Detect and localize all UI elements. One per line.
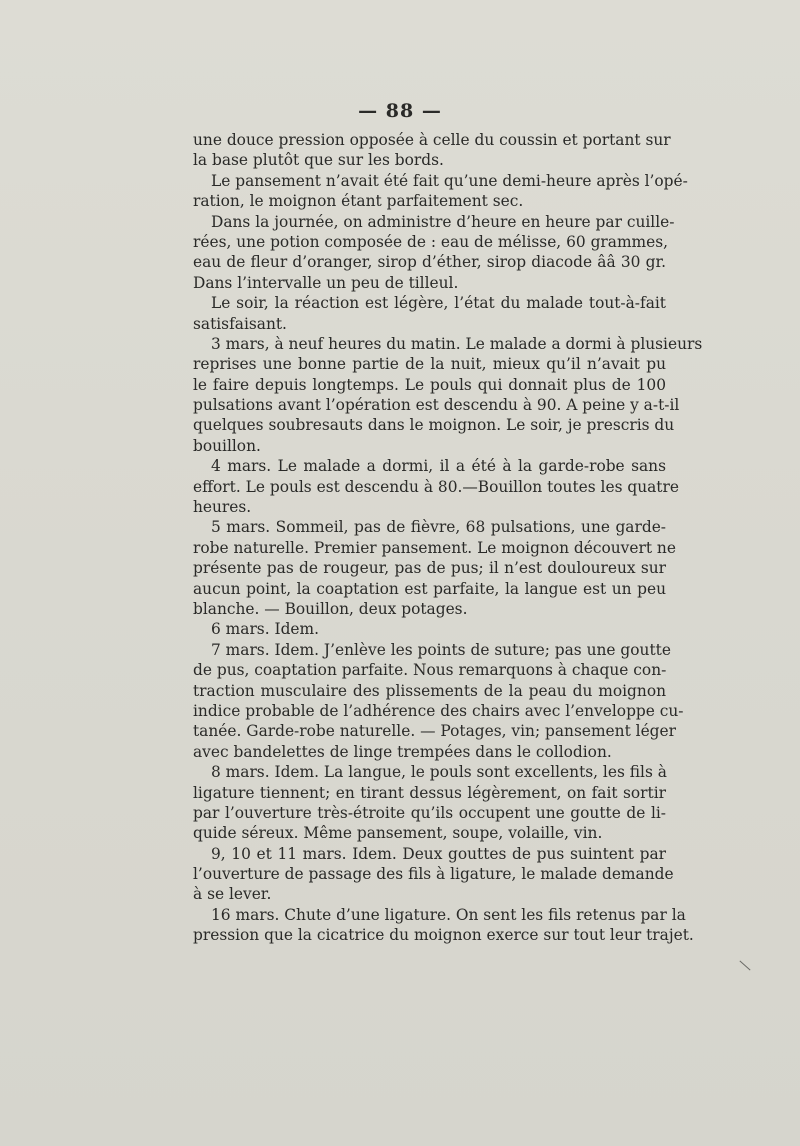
body-text — [193, 130, 703, 946]
text-line: avec bandelettes de linge trempées dans le collodion. — [193, 742, 612, 761]
text-line: bouillon. — [193, 436, 261, 455]
text-line: traction musculaire des plissements de la peau du moignon — [193, 681, 666, 700]
text-line: aucun point, la coaptation est parfaite, la langue est un peu — [193, 579, 666, 598]
text-line: ration, le moignon étant parfaitement sec. — [193, 192, 524, 211]
text-line: l’ouverture de passage des fils à ligature, le malade demande — [193, 865, 674, 884]
text-line: heures. — [193, 498, 252, 517]
text-line: 9, 10 et 11 mars. Idem. Deux gouttes de pus suintent par — [211, 844, 666, 863]
text-line: le faire depuis longtemps. Le pouls qui donnait plus de 100 — [193, 375, 666, 394]
text-line: satisfaisant. — [193, 314, 287, 333]
text-line: 6 mars. Idem. — [211, 620, 320, 639]
text-line: une douce pression opposée à celle du coussin et portant sur — [193, 131, 671, 149]
text-line: quelques soubresauts dans le moignon. Le soir, je prescris du — [193, 416, 675, 435]
text-line: effort. Le pouls est descendu à 80.—Bouillon toutes les quatre — [193, 477, 679, 496]
text-line: robe naturelle. Premier pansement. Le moignon découvert ne — [193, 538, 676, 557]
page-number: — 88 — — [358, 100, 442, 122]
text-line: 8 mars. Idem. La langue, le pouls sont excellents, les fils à — [211, 763, 667, 782]
text-line: indice probable de l’adhérence des chairs avec l’enveloppe cu- — [193, 701, 684, 720]
text-line: pression que la cicatrice du moignon exerce sur tout leur trajet. — [193, 926, 694, 945]
text-line: 5 mars. Sommeil, pas de fièvre, 68 pulsations, une garde- — [211, 518, 666, 537]
ink-mark — [739, 960, 750, 970]
text-line: Le pansement n’avait été fait qu’une demi-heure après l’opé- — [211, 171, 688, 190]
text-line: Le soir, la réaction est légère, l’état du malade tout-à-fait — [211, 294, 666, 313]
text-line: blanche. — Bouillon, deux potages. — [193, 599, 468, 618]
text-line: rées, une potion composée de : eau de mélisse, 60 grammes, — [193, 232, 669, 251]
text-line: Dans la journée, on administre d’heure en heure par cuille- — [211, 212, 675, 231]
text-line: ligature tiennent; en tirant dessus légèrement, on fait sortir — [193, 783, 666, 802]
text-line: tanée. Garde-robe naturelle. — Potages, vin; pansement léger — [193, 722, 677, 741]
text-line: la base plutôt que sur les bords. — [193, 151, 444, 170]
text-line: 3 mars, à neuf heures du matin. Le malade a dormi à plusieurs — [211, 334, 703, 353]
text-line: quide séreux. Même pansement, soupe, volaille, vin. — [193, 824, 603, 843]
text-line: par l’ouverture très-étroite qu’ils occupent une goutte de li- — [193, 803, 666, 822]
text-line: à se lever. — [193, 885, 272, 904]
text-line: eau de fleur d’oranger, sirop d’éther, sirop diacode ââ 30 gr. — [193, 253, 666, 272]
text-line: 7 mars. Idem. J’enlève les points de suture; pas une goutte — [211, 640, 671, 659]
text-line: reprises une bonne partie de la nuit, mieux qu’il n’avait pu — [193, 355, 666, 374]
text-line: Dans l’intervalle un peu de tilleul. — [193, 273, 459, 292]
text-line: pulsations avant l’opération est descendu à 90. A peine y a-t-il — [193, 396, 680, 415]
text-line: 16 mars. Chute d’une ligature. On sent les fils retenus par la — [211, 905, 686, 924]
text-line: présente pas de rougeur, pas de pus; il n’est douloureux sur — [193, 559, 666, 578]
text-line: de pus, coaptation parfaite. Nous remarquons à chaque con- — [193, 661, 667, 680]
text-line: 4 mars. Le malade a dormi, il a été à la garde-robe sans — [211, 457, 666, 476]
